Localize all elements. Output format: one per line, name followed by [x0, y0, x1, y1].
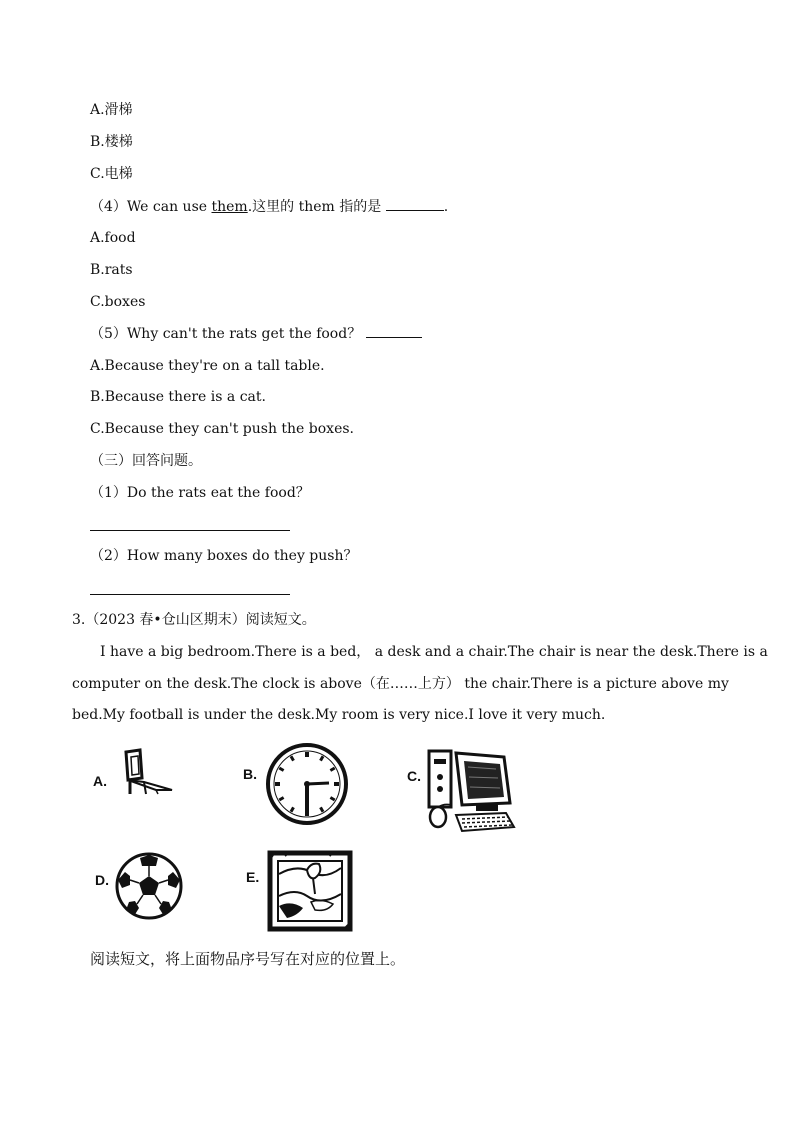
q3-option-c: C.电梯: [90, 166, 133, 182]
item-b-label: B.: [243, 766, 257, 782]
question-5-text: Why can't the rats get the food？: [126, 326, 362, 342]
passage-line-3: bed.My football is under the desk.My room is very nice.I love it very much.: [72, 707, 606, 723]
question-5: [90, 325, 422, 343]
item-a-label: A.: [93, 773, 107, 789]
clock-icon: [265, 741, 349, 827]
question-4-pre: We can use: [126, 199, 208, 215]
item-c-label: C.: [407, 768, 421, 784]
q5-option-a: A.Because they're on a tall table.: [90, 358, 325, 374]
q3-option-a: A.滑梯: [90, 102, 133, 118]
passage-line-1: I have a big bedroom.There is a bed， a desk and a chair.The chair is near the desk.There is a: [100, 644, 768, 660]
task-instruction: 阅读短文，将上面物品序号写在对应的位置上。: [90, 950, 406, 968]
section-3-title: （三）回答问题。: [90, 453, 202, 469]
computer-icon: [426, 747, 516, 833]
question-3-header: 3.（2023 春•仓山区期末）阅读短文。: [72, 612, 316, 628]
question-5-number: （5）: [90, 326, 127, 342]
answer-question-1: （1）Do the rats eat the food？: [90, 485, 310, 501]
q4-option-b: B.rats: [90, 262, 133, 278]
picture-frame-icon: [267, 850, 353, 932]
question-4-underlined-word: them: [211, 199, 248, 215]
question-4-post: .这里的 them 指的是: [247, 199, 382, 215]
answer-line-1[interactable]: [90, 530, 290, 531]
question-4: （4）We can use them.这里的 them 指的是 .: [90, 199, 449, 215]
answer-question-2: （2）How many boxes do they push？: [90, 548, 358, 564]
passage-line-2: computer on the desk.The clock is above（在……上方） the chair.There is a picture above my: [72, 676, 729, 692]
q3-option-b: B.楼梯: [90, 134, 133, 150]
answer-line-2[interactable]: [90, 594, 290, 595]
question-4-number: （4）: [90, 199, 127, 215]
item-d-label: D.: [95, 872, 109, 888]
question-4-answer-blank[interactable]: [386, 210, 444, 211]
q4-option-c: C.boxes: [90, 294, 146, 310]
football-icon: [114, 850, 184, 922]
q5-option-c: C.Because they can't push the boxes.: [90, 421, 354, 437]
chair-icon: [114, 748, 178, 796]
q5-option-b: B.Because there is a cat.: [90, 389, 266, 405]
item-e-label: E.: [246, 869, 260, 885]
question-5-answer-blank[interactable]: [366, 337, 422, 338]
q4-option-a: A.food: [90, 230, 136, 246]
